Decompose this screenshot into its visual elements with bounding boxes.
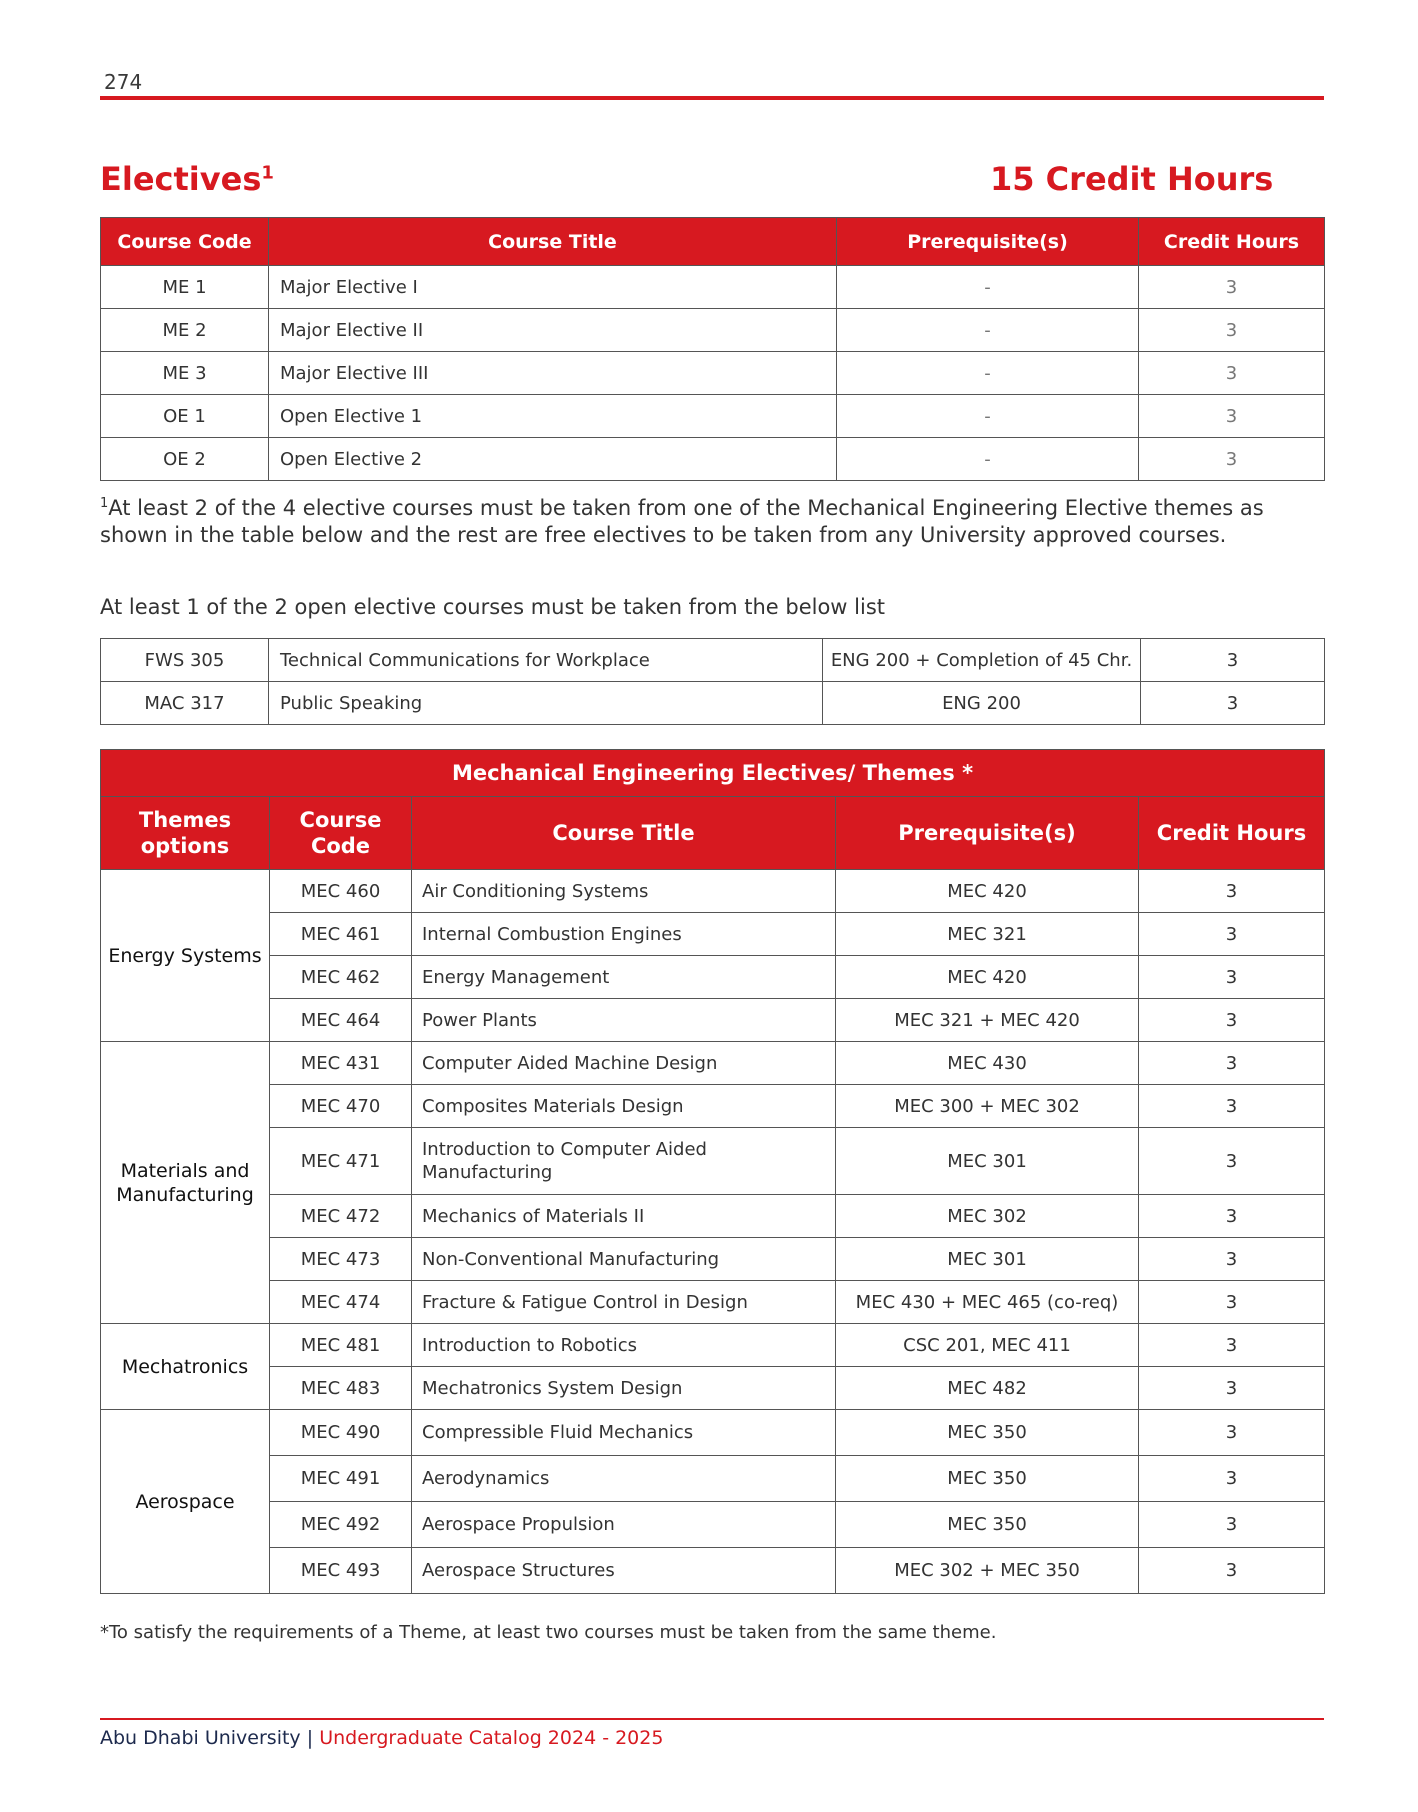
course-code: OE 1 bbox=[101, 395, 269, 438]
credit-hours: 3 bbox=[1139, 1281, 1325, 1324]
credit-hours: 3 bbox=[1139, 1548, 1325, 1594]
column-header-prerequisites: Prerequisite(s) bbox=[837, 218, 1139, 266]
course-title: Aerospace Structures bbox=[412, 1548, 836, 1594]
credit-hours: 3 bbox=[1139, 438, 1325, 481]
course-code: FWS 305 bbox=[101, 639, 269, 682]
prerequisite: MEC 321 + MEC 420 bbox=[836, 999, 1139, 1042]
footer-separator: | bbox=[306, 1727, 314, 1749]
footer-divider bbox=[100, 1718, 1324, 1720]
theme-name: Mechatronics bbox=[101, 1324, 270, 1410]
prerequisite: MEC 420 bbox=[836, 870, 1139, 913]
prerequisite: - bbox=[837, 395, 1139, 438]
column-header-course-code: Course Code bbox=[101, 218, 269, 266]
credit-hours: 3 bbox=[1139, 1128, 1325, 1195]
prerequisite: MEC 420 bbox=[836, 956, 1139, 999]
table-row bbox=[101, 1195, 1325, 1238]
prerequisite: - bbox=[837, 266, 1139, 309]
open-electives-note: At least 1 of the 2 open elective courses must be taken from the below list bbox=[100, 595, 885, 619]
course-title: Open Elective 2 bbox=[269, 438, 837, 481]
footer bbox=[100, 1727, 663, 1749]
table-row bbox=[101, 1128, 1325, 1195]
theme-name: Energy Systems bbox=[101, 870, 270, 1042]
course-code: MEC 431 bbox=[270, 1042, 412, 1085]
themes-banner-row bbox=[101, 750, 1325, 797]
course-code: MEC 492 bbox=[270, 1502, 412, 1548]
themes-footnote: *To satisfy the requirements of a Theme, at least two courses must be taken from the same theme. bbox=[100, 1622, 997, 1643]
course-code: MEC 471 bbox=[270, 1128, 412, 1195]
course-code: MEC 464 bbox=[270, 999, 412, 1042]
course-title: Fracture & Fatigue Control in Design bbox=[412, 1281, 836, 1324]
electives-footnote bbox=[100, 490, 1330, 549]
course-title: Computer Aided Machine Design bbox=[412, 1042, 836, 1085]
course-title: Internal Combustion Engines bbox=[412, 913, 836, 956]
prerequisite: MEC 300 + MEC 302 bbox=[836, 1085, 1139, 1128]
credit-hours: 3 bbox=[1139, 1324, 1325, 1367]
course-title: Introduction to Robotics bbox=[412, 1324, 836, 1367]
prerequisite: MEC 350 bbox=[836, 1456, 1139, 1502]
credit-hours: 3 bbox=[1139, 1042, 1325, 1085]
course-code: MEC 460 bbox=[270, 870, 412, 913]
course-title: Public Speaking bbox=[269, 682, 823, 725]
footer-university: Abu Dhabi University bbox=[100, 1727, 301, 1749]
course-title: Technical Communications for Workplace bbox=[269, 639, 823, 682]
column-header-credit-hours: Credit Hours bbox=[1139, 218, 1325, 266]
table-row bbox=[101, 1085, 1325, 1128]
table-row bbox=[101, 682, 1325, 725]
electives-heading bbox=[100, 160, 274, 198]
credit-hours: 3 bbox=[1141, 639, 1325, 682]
table-row bbox=[101, 1367, 1325, 1410]
credit-hours: 3 bbox=[1139, 1238, 1325, 1281]
course-code: MEC 461 bbox=[270, 913, 412, 956]
course-title: Air Conditioning Systems bbox=[412, 870, 836, 913]
credit-hours: 3 bbox=[1139, 870, 1325, 913]
course-title: Aerospace Propulsion bbox=[412, 1502, 836, 1548]
electives-heading-text: Electives bbox=[100, 160, 262, 198]
course-code: MEC 491 bbox=[270, 1456, 412, 1502]
course-code: MEC 470 bbox=[270, 1085, 412, 1128]
prerequisite: - bbox=[837, 352, 1139, 395]
credit-hours: 3 bbox=[1139, 1410, 1325, 1456]
course-title: Non-Conventional Manufacturing bbox=[412, 1238, 836, 1281]
course-code: ME 2 bbox=[101, 309, 269, 352]
footer-catalog: Undergraduate Catalog 2024 - 2025 bbox=[319, 1727, 664, 1749]
course-code: ME 3 bbox=[101, 352, 269, 395]
course-code: MEC 490 bbox=[270, 1410, 412, 1456]
themes-banner: Mechanical Engineering Electives/ Themes * bbox=[101, 750, 1325, 797]
credit-hours: 3 bbox=[1139, 1456, 1325, 1502]
column-header-prerequisites: Prerequisite(s) bbox=[836, 797, 1139, 870]
table-row bbox=[101, 352, 1325, 395]
course-code: MEC 473 bbox=[270, 1238, 412, 1281]
theme-name: Materials and Manufacturing bbox=[101, 1042, 270, 1324]
table-row bbox=[101, 1238, 1325, 1281]
prerequisite: MEC 301 bbox=[836, 1128, 1139, 1195]
prerequisite: MEC 302 + MEC 350 bbox=[836, 1548, 1139, 1594]
table-row bbox=[101, 309, 1325, 352]
theme-name: Aerospace bbox=[101, 1410, 270, 1594]
credit-hours: 3 bbox=[1139, 352, 1325, 395]
page-number: 274 bbox=[104, 70, 143, 94]
course-title: Major Elective III bbox=[269, 352, 837, 395]
table-row bbox=[101, 956, 1325, 999]
course-code: MEC 462 bbox=[270, 956, 412, 999]
course-title: Introduction to Computer Aided Manufacturing bbox=[412, 1128, 836, 1195]
table-row bbox=[101, 639, 1325, 682]
prerequisite: - bbox=[837, 309, 1139, 352]
table-row bbox=[101, 395, 1325, 438]
credit-hours: 3 bbox=[1139, 1502, 1325, 1548]
course-title: Composites Materials Design bbox=[412, 1085, 836, 1128]
table-row bbox=[101, 1324, 1325, 1367]
course-code: MEC 493 bbox=[270, 1548, 412, 1594]
prerequisite: MEC 482 bbox=[836, 1367, 1139, 1410]
credit-hours: 3 bbox=[1139, 913, 1325, 956]
credit-hours: 3 bbox=[1139, 999, 1325, 1042]
table-row bbox=[101, 870, 1325, 913]
credit-hours: 3 bbox=[1139, 395, 1325, 438]
table-row bbox=[101, 438, 1325, 481]
credit-hours: 3 bbox=[1141, 682, 1325, 725]
prerequisite: MEC 321 bbox=[836, 913, 1139, 956]
prerequisite: ENG 200 + Completion of 45 Chr. bbox=[823, 639, 1141, 682]
credit-hours-total: 15 Credit Hours bbox=[990, 160, 1274, 198]
table-row bbox=[101, 1410, 1325, 1456]
course-title: Mechatronics System Design bbox=[412, 1367, 836, 1410]
course-code: MAC 317 bbox=[101, 682, 269, 725]
course-title: Mechanics of Materials II bbox=[412, 1195, 836, 1238]
prerequisite: MEC 430 + MEC 465 (co-req) bbox=[836, 1281, 1139, 1324]
course-code: OE 2 bbox=[101, 438, 269, 481]
column-header-course-code: Course Code bbox=[270, 797, 412, 870]
course-code: MEC 483 bbox=[270, 1367, 412, 1410]
table-row bbox=[101, 913, 1325, 956]
table-row bbox=[101, 999, 1325, 1042]
header-divider bbox=[100, 96, 1324, 100]
table-header-row bbox=[101, 218, 1325, 266]
table-header-row bbox=[101, 797, 1325, 870]
prerequisite: CSC 201, MEC 411 bbox=[836, 1324, 1139, 1367]
themes-table bbox=[100, 749, 1325, 1594]
credit-hours: 3 bbox=[1139, 1085, 1325, 1128]
credit-hours: 3 bbox=[1139, 266, 1325, 309]
prerequisite: MEC 350 bbox=[836, 1502, 1139, 1548]
table-row bbox=[101, 1502, 1325, 1548]
course-code: MEC 481 bbox=[270, 1324, 412, 1367]
column-header-course-title: Course Title bbox=[412, 797, 836, 870]
prerequisite: - bbox=[837, 438, 1139, 481]
course-title: Major Elective II bbox=[269, 309, 837, 352]
table-row bbox=[101, 1281, 1325, 1324]
credit-hours: 3 bbox=[1139, 1195, 1325, 1238]
table-row bbox=[101, 1456, 1325, 1502]
electives-table bbox=[100, 217, 1325, 481]
table-row bbox=[101, 1548, 1325, 1594]
course-title: Major Elective I bbox=[269, 266, 837, 309]
prerequisite: ENG 200 bbox=[823, 682, 1141, 725]
column-header-themes-options: Themes options bbox=[101, 797, 270, 870]
open-electives-table bbox=[100, 638, 1325, 725]
column-header-course-title: Course Title bbox=[269, 218, 837, 266]
course-title: Aerodynamics bbox=[412, 1456, 836, 1502]
course-title: Energy Management bbox=[412, 956, 836, 999]
course-title: Open Elective 1 bbox=[269, 395, 837, 438]
credit-hours: 3 bbox=[1139, 1367, 1325, 1410]
electives-heading-sup: 1 bbox=[261, 162, 274, 184]
course-code: MEC 474 bbox=[270, 1281, 412, 1324]
footnote-marker: 1 bbox=[100, 496, 109, 511]
column-header-credit-hours: Credit Hours bbox=[1139, 797, 1325, 870]
credit-hours: 3 bbox=[1139, 309, 1325, 352]
prerequisite: MEC 302 bbox=[836, 1195, 1139, 1238]
course-title: Compressible Fluid Mechanics bbox=[412, 1410, 836, 1456]
prerequisite: MEC 350 bbox=[836, 1410, 1139, 1456]
course-code: ME 1 bbox=[101, 266, 269, 309]
course-code: MEC 472 bbox=[270, 1195, 412, 1238]
credit-hours: 3 bbox=[1139, 956, 1325, 999]
prerequisite: MEC 430 bbox=[836, 1042, 1139, 1085]
table-row bbox=[101, 1042, 1325, 1085]
prerequisite: MEC 301 bbox=[836, 1238, 1139, 1281]
table-row bbox=[101, 266, 1325, 309]
footnote-text: At least 2 of the 4 elective courses must be taken from one of the Mechanical Engineering Elective themes as shown in the table below and the rest are free electives to be taken from any University approved courses. bbox=[100, 496, 1264, 547]
course-title: Power Plants bbox=[412, 999, 836, 1042]
